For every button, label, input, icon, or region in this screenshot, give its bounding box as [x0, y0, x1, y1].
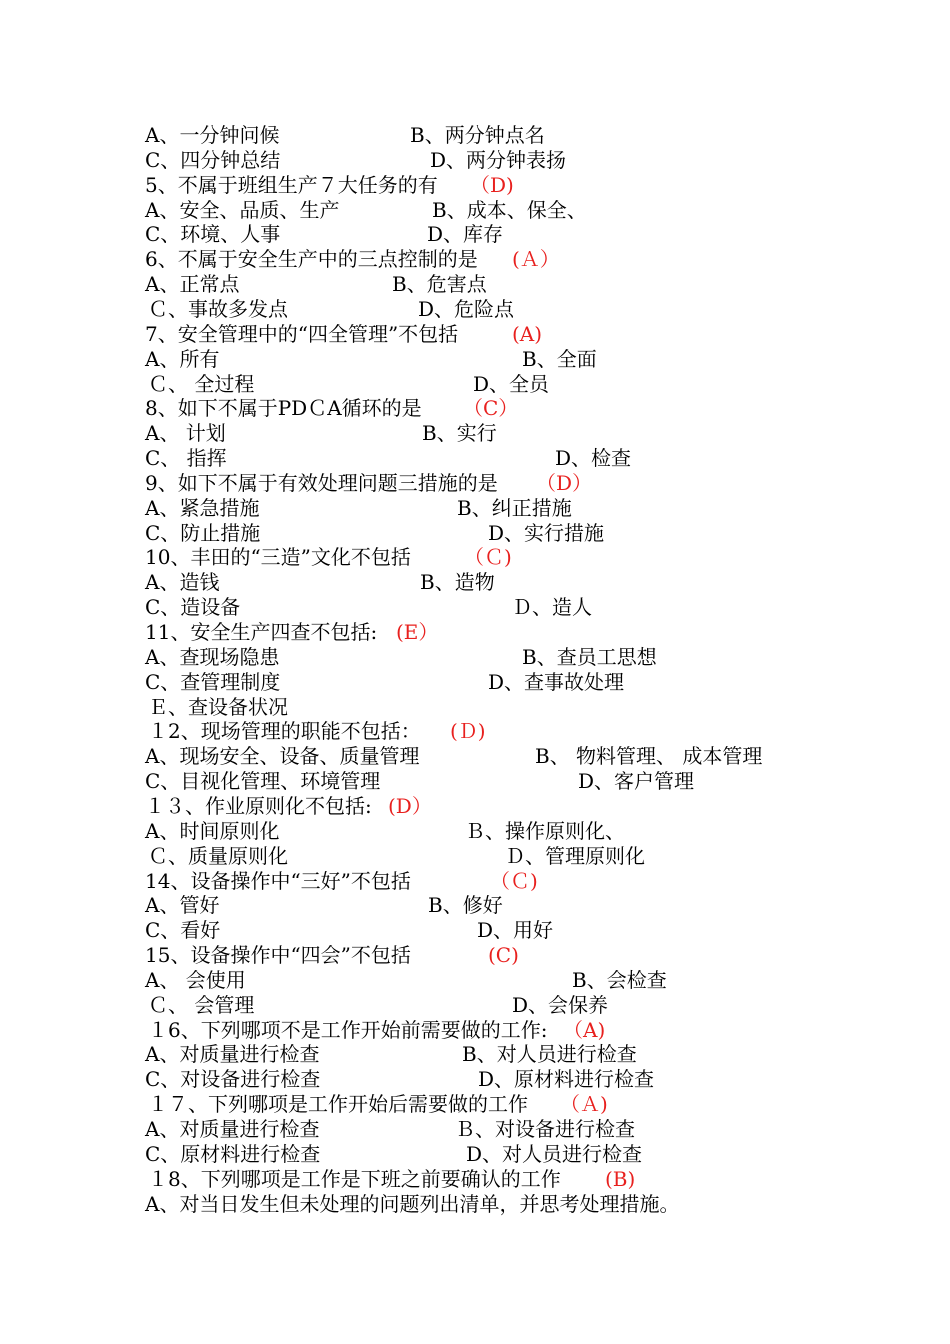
text-segment: B、成本、保全、 — [432, 197, 587, 222]
text-segment: A、对质量进行检查 — [145, 1042, 320, 1067]
text-line — [0, 1092, 950, 1117]
text-segment: A、查现场隐患 — [145, 644, 280, 669]
text-segment: B、纠正措施 — [457, 495, 572, 520]
text-segment: Ｄ、管理原则化 — [505, 843, 645, 868]
text-segment: １2、现场管理的职能不包括： — [148, 719, 421, 744]
text-line — [0, 496, 950, 521]
text-line — [0, 1142, 950, 1167]
text-line — [0, 247, 950, 272]
answer-key: （D） — [536, 470, 593, 495]
text-segment: B、全面 — [522, 346, 597, 371]
text-line — [0, 719, 950, 744]
text-segment: １6、下列哪项不是工作开始前需要做的工作: — [148, 1017, 548, 1042]
text-line — [0, 1117, 950, 1142]
answer-key: （Ａ) — [560, 1092, 608, 1117]
text-segment: D、检查 — [555, 446, 632, 471]
text-segment: B、修好 — [428, 893, 503, 918]
text-segment: C、造设备 — [145, 595, 241, 620]
answer-key: (E） — [396, 620, 439, 644]
text-segment: 7、安全管理中的“四全管理”不包括 — [145, 321, 459, 346]
text-line — [0, 968, 950, 993]
text-line — [0, 620, 950, 645]
text-segment: D、客户管理 — [578, 769, 695, 794]
text-line — [0, 670, 950, 695]
text-line — [0, 272, 950, 297]
text-line — [0, 570, 950, 595]
text-segment: D、两分钟表扬 — [430, 147, 567, 172]
text-segment: Ｃ、事故多发点 — [148, 296, 288, 321]
text-segment: A、管好 — [145, 893, 220, 918]
text-segment: C、查管理制度 — [145, 669, 281, 694]
text-segment: B、危害点 — [392, 272, 487, 297]
text-segment: D、库存 — [427, 222, 504, 247]
text-segment: Ｃ、质量原则化 — [148, 843, 288, 868]
text-segment: Ｄ、造人 — [512, 595, 592, 620]
answer-key: (A) — [512, 321, 543, 346]
text-segment: B、 物料管理、 成本管理 — [535, 744, 763, 769]
text-segment: 5、不属于班组生产７大任务的有 — [145, 172, 438, 197]
text-segment: 10、丰田的“三造”文化不包括 — [145, 545, 411, 570]
text-segment: A、时间原则化 — [145, 818, 280, 843]
text-line — [0, 222, 950, 247]
text-segment: D、会保养 — [512, 992, 609, 1017]
text-segment: B、两分钟点名 — [410, 123, 545, 147]
text-segment: A、 会使用 — [145, 967, 246, 992]
text-line — [0, 1042, 950, 1067]
text-segment: A、安全、品质、生产 — [145, 197, 340, 222]
text-segment: １３、作业原则化不包括: — [145, 793, 372, 818]
text-segment: A、正常点 — [145, 272, 240, 297]
answer-key: (Ｄ) — [450, 719, 486, 744]
answer-key: （Ｃ) — [490, 868, 538, 893]
text-line — [0, 595, 950, 620]
text-line — [0, 347, 950, 372]
text-segment: 6、不属于安全生产中的三点控制的是 — [145, 247, 478, 272]
answer-key: (B) — [605, 1166, 636, 1191]
text-segment: B、查员工思想 — [522, 644, 657, 669]
text-line — [0, 421, 950, 446]
text-segment: D、全员 — [473, 371, 550, 396]
text-line — [0, 869, 950, 894]
text-segment: D、查事故处理 — [488, 669, 625, 694]
text-segment: B、会检查 — [572, 967, 667, 992]
text-segment: D、用好 — [477, 918, 554, 943]
text-segment: D、危险点 — [418, 296, 515, 321]
text-line — [0, 396, 950, 421]
text-line — [0, 1018, 950, 1043]
text-line — [0, 893, 950, 918]
text-segment: Ｅ、查设备状况 — [148, 694, 288, 719]
text-segment: Ｂ、对设备进行检查 — [455, 1117, 635, 1141]
text-line — [0, 1167, 950, 1192]
text-line — [0, 769, 950, 794]
answer-key: (Ａ） — [512, 247, 560, 272]
text-segment: A、造钱 — [145, 570, 220, 595]
text-segment: 14、设备操作中“三好”不包括 — [145, 868, 411, 893]
text-segment: 11、安全生产四查不包括: — [145, 620, 378, 644]
text-line — [0, 521, 950, 546]
text-segment: C、 指挥 — [145, 446, 227, 471]
text-line — [0, 744, 950, 769]
text-segment: １７、下列哪项是工作开始后需要做的工作 — [148, 1092, 528, 1117]
text-line — [0, 372, 950, 397]
text-segment: C、原材料进行检查 — [145, 1141, 321, 1166]
text-line — [0, 173, 950, 198]
text-segment: A、一分钟问候 — [145, 123, 280, 147]
text-line — [0, 993, 950, 1018]
text-segment: A、紧急措施 — [145, 495, 260, 520]
text-segment: D、对人员进行检查 — [466, 1141, 643, 1166]
text-segment: 15、设备操作中“四会”不包括 — [145, 943, 411, 968]
text-segment: C、环境、人事 — [145, 222, 281, 247]
answer-key: （A) — [563, 1017, 606, 1042]
text-segment: Ｃ、 会管理 — [148, 992, 255, 1017]
text-segment: B、对人员进行检查 — [462, 1042, 637, 1067]
text-line — [0, 844, 950, 869]
answer-key: （D) — [470, 172, 514, 197]
text-segment: C、目视化管理、环境管理 — [145, 769, 381, 794]
text-segment: A、对当日发生但未处理的问题列出清单，并思考处理措施。 — [145, 1191, 680, 1216]
text-line — [0, 148, 950, 173]
text-line — [0, 1192, 950, 1217]
text-segment: A、 计划 — [145, 421, 226, 446]
text-segment: 8、如下不属于PDＣA循环的是 — [145, 396, 422, 421]
text-segment: C、对设备进行检查 — [145, 1067, 321, 1092]
text-line — [0, 794, 950, 819]
text-segment: １8、下列哪项是工作是下班之前要确认的工作 — [148, 1166, 561, 1191]
text-segment: A、现场安全、设备、质量管理 — [145, 744, 420, 769]
text-line — [0, 645, 950, 670]
text-line — [0, 123, 950, 148]
text-segment: B、实行 — [422, 421, 497, 446]
text-segment: C、防止措施 — [145, 520, 261, 545]
text-segment: A、所有 — [145, 346, 220, 371]
answer-key: (D） — [388, 793, 432, 818]
text-segment: B、造物 — [420, 570, 495, 595]
text-line — [0, 943, 950, 968]
answer-key: (C) — [488, 943, 519, 968]
text-segment: C、四分钟总结 — [145, 147, 281, 172]
answer-key: （C） — [463, 396, 519, 421]
text-line — [0, 1067, 950, 1092]
text-segment: D、实行措施 — [488, 520, 605, 545]
answer-key: （Ｃ) — [464, 545, 512, 570]
text-line — [0, 471, 950, 496]
text-segment: Ｃ、 全过程 — [148, 371, 255, 396]
text-segment: Ｂ、操作原则化、 — [465, 818, 625, 843]
text-line — [0, 918, 950, 943]
text-line — [0, 695, 950, 720]
text-segment: 9、如下不属于有效处理问题三措施的是 — [145, 470, 498, 495]
text-line — [0, 819, 950, 844]
text-line — [0, 198, 950, 223]
text-segment: C、看好 — [145, 918, 221, 943]
text-line — [0, 297, 950, 322]
text-line — [0, 322, 950, 347]
text-line — [0, 545, 950, 570]
text-segment: A、对质量进行检查 — [145, 1117, 320, 1141]
text-line — [0, 446, 950, 471]
text-segment: D、原材料进行检查 — [478, 1067, 655, 1092]
